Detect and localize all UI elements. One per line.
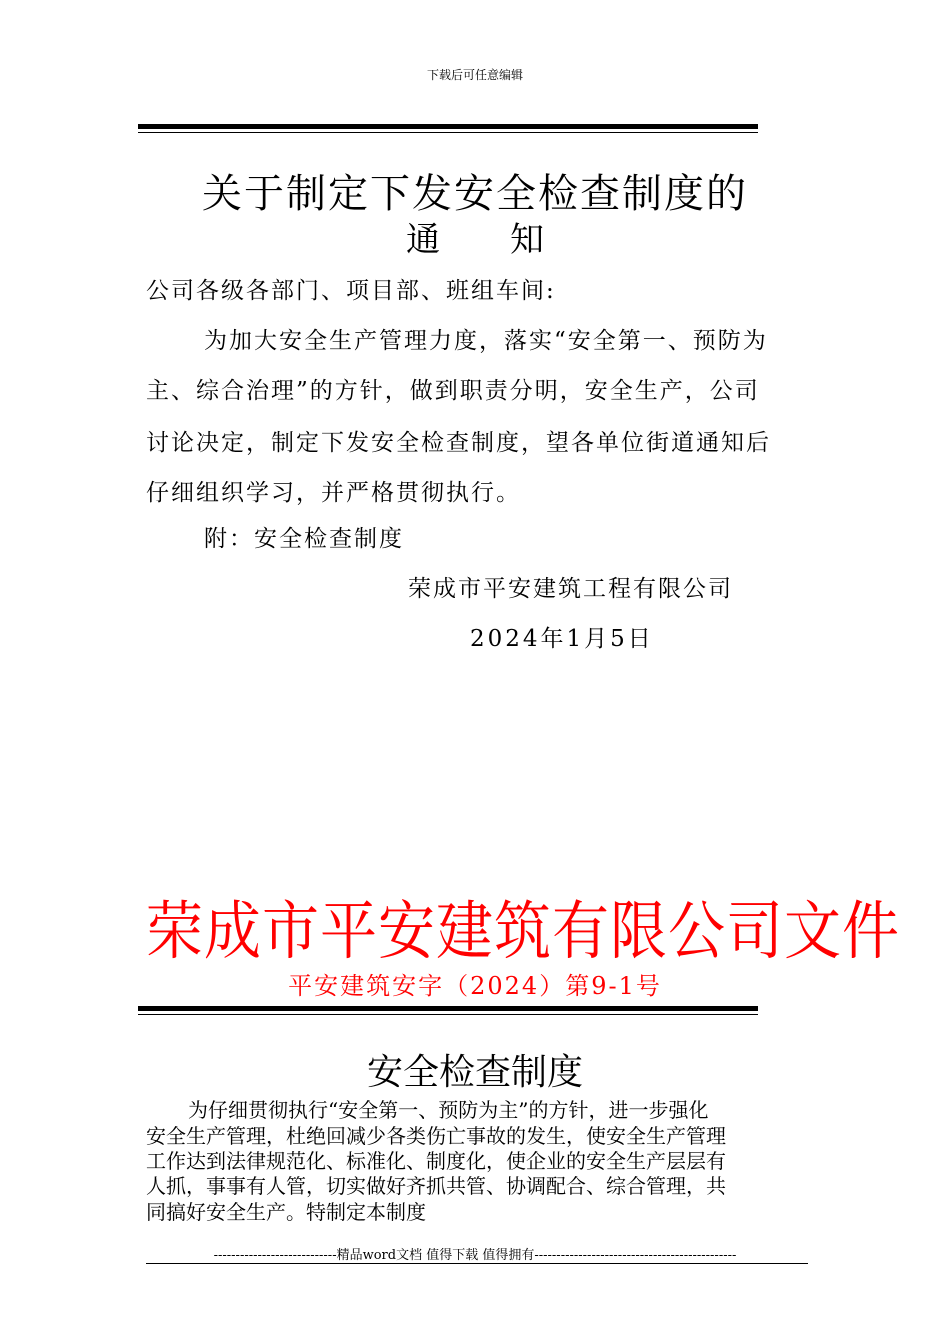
footer-rule	[146, 1263, 808, 1264]
regulation-body-line: 人抓，事事有人管，切实做好齐抓共管、协调配合、综合管理，共	[146, 1174, 726, 1198]
notice-subtitle	[0, 212, 950, 261]
regulation-body-line: 同搞好安全生产。特制定本制度	[146, 1200, 426, 1224]
regulation-body-line: 安全生产管理，杜绝回减少各类伤亡事故的发生，使安全生产管理	[146, 1124, 726, 1148]
notice-body-line: 主、综合治理”的方针，做到职责分明，安全生产，公司	[146, 378, 760, 404]
notice-body-line: 为加大安全生产管理力度，落实“安全第一、预防为	[204, 328, 768, 354]
notice-body-line: 讨论决定，制定下发安全检查制度，望各单位街道通知后	[146, 430, 771, 456]
company-signature: 荣成市平安建筑工程有限公司	[408, 576, 733, 602]
header-note: 下载后可任意编辑	[426, 68, 523, 82]
notice-title: 关于制定下发安全检查制度的	[202, 171, 748, 217]
header-rule-thick	[138, 1006, 758, 1011]
notice-subtitle-char-2: 知	[510, 220, 544, 260]
regulation-title: 安全检查制度	[366, 1052, 583, 1093]
top-rule-thin	[138, 132, 758, 133]
notice-subtitle-char-1: 通	[406, 220, 440, 260]
regulation-body-line: 工作达到法律规范化、标准化、制度化，使企业的安全生产层层有	[146, 1149, 726, 1173]
header-rule-thin	[138, 1014, 758, 1015]
regulation-body-line: 为仔细贯彻执行“安全第一、预防为主”的方针，进一步强化	[188, 1098, 709, 1122]
notice-body-line: 仔细组织学习，并严格贯彻执行。	[146, 480, 521, 506]
attachment-line: 附：安全检查制度	[204, 526, 404, 552]
footer-note: ----------------------------精品word文档 值得下载 值得拥有----------------------------------------------	[213, 1248, 737, 1263]
top-rule-thick	[138, 124, 758, 129]
salutation: 公司各级各部门、项目部、班组车间:	[146, 278, 556, 304]
notice-date: 2024年1月5日	[470, 626, 654, 652]
red-document-header: 荣成市平安建筑有限公司文件	[146, 894, 900, 969]
document-number: 平安建筑安字（2024）第9-1号	[288, 972, 662, 1000]
